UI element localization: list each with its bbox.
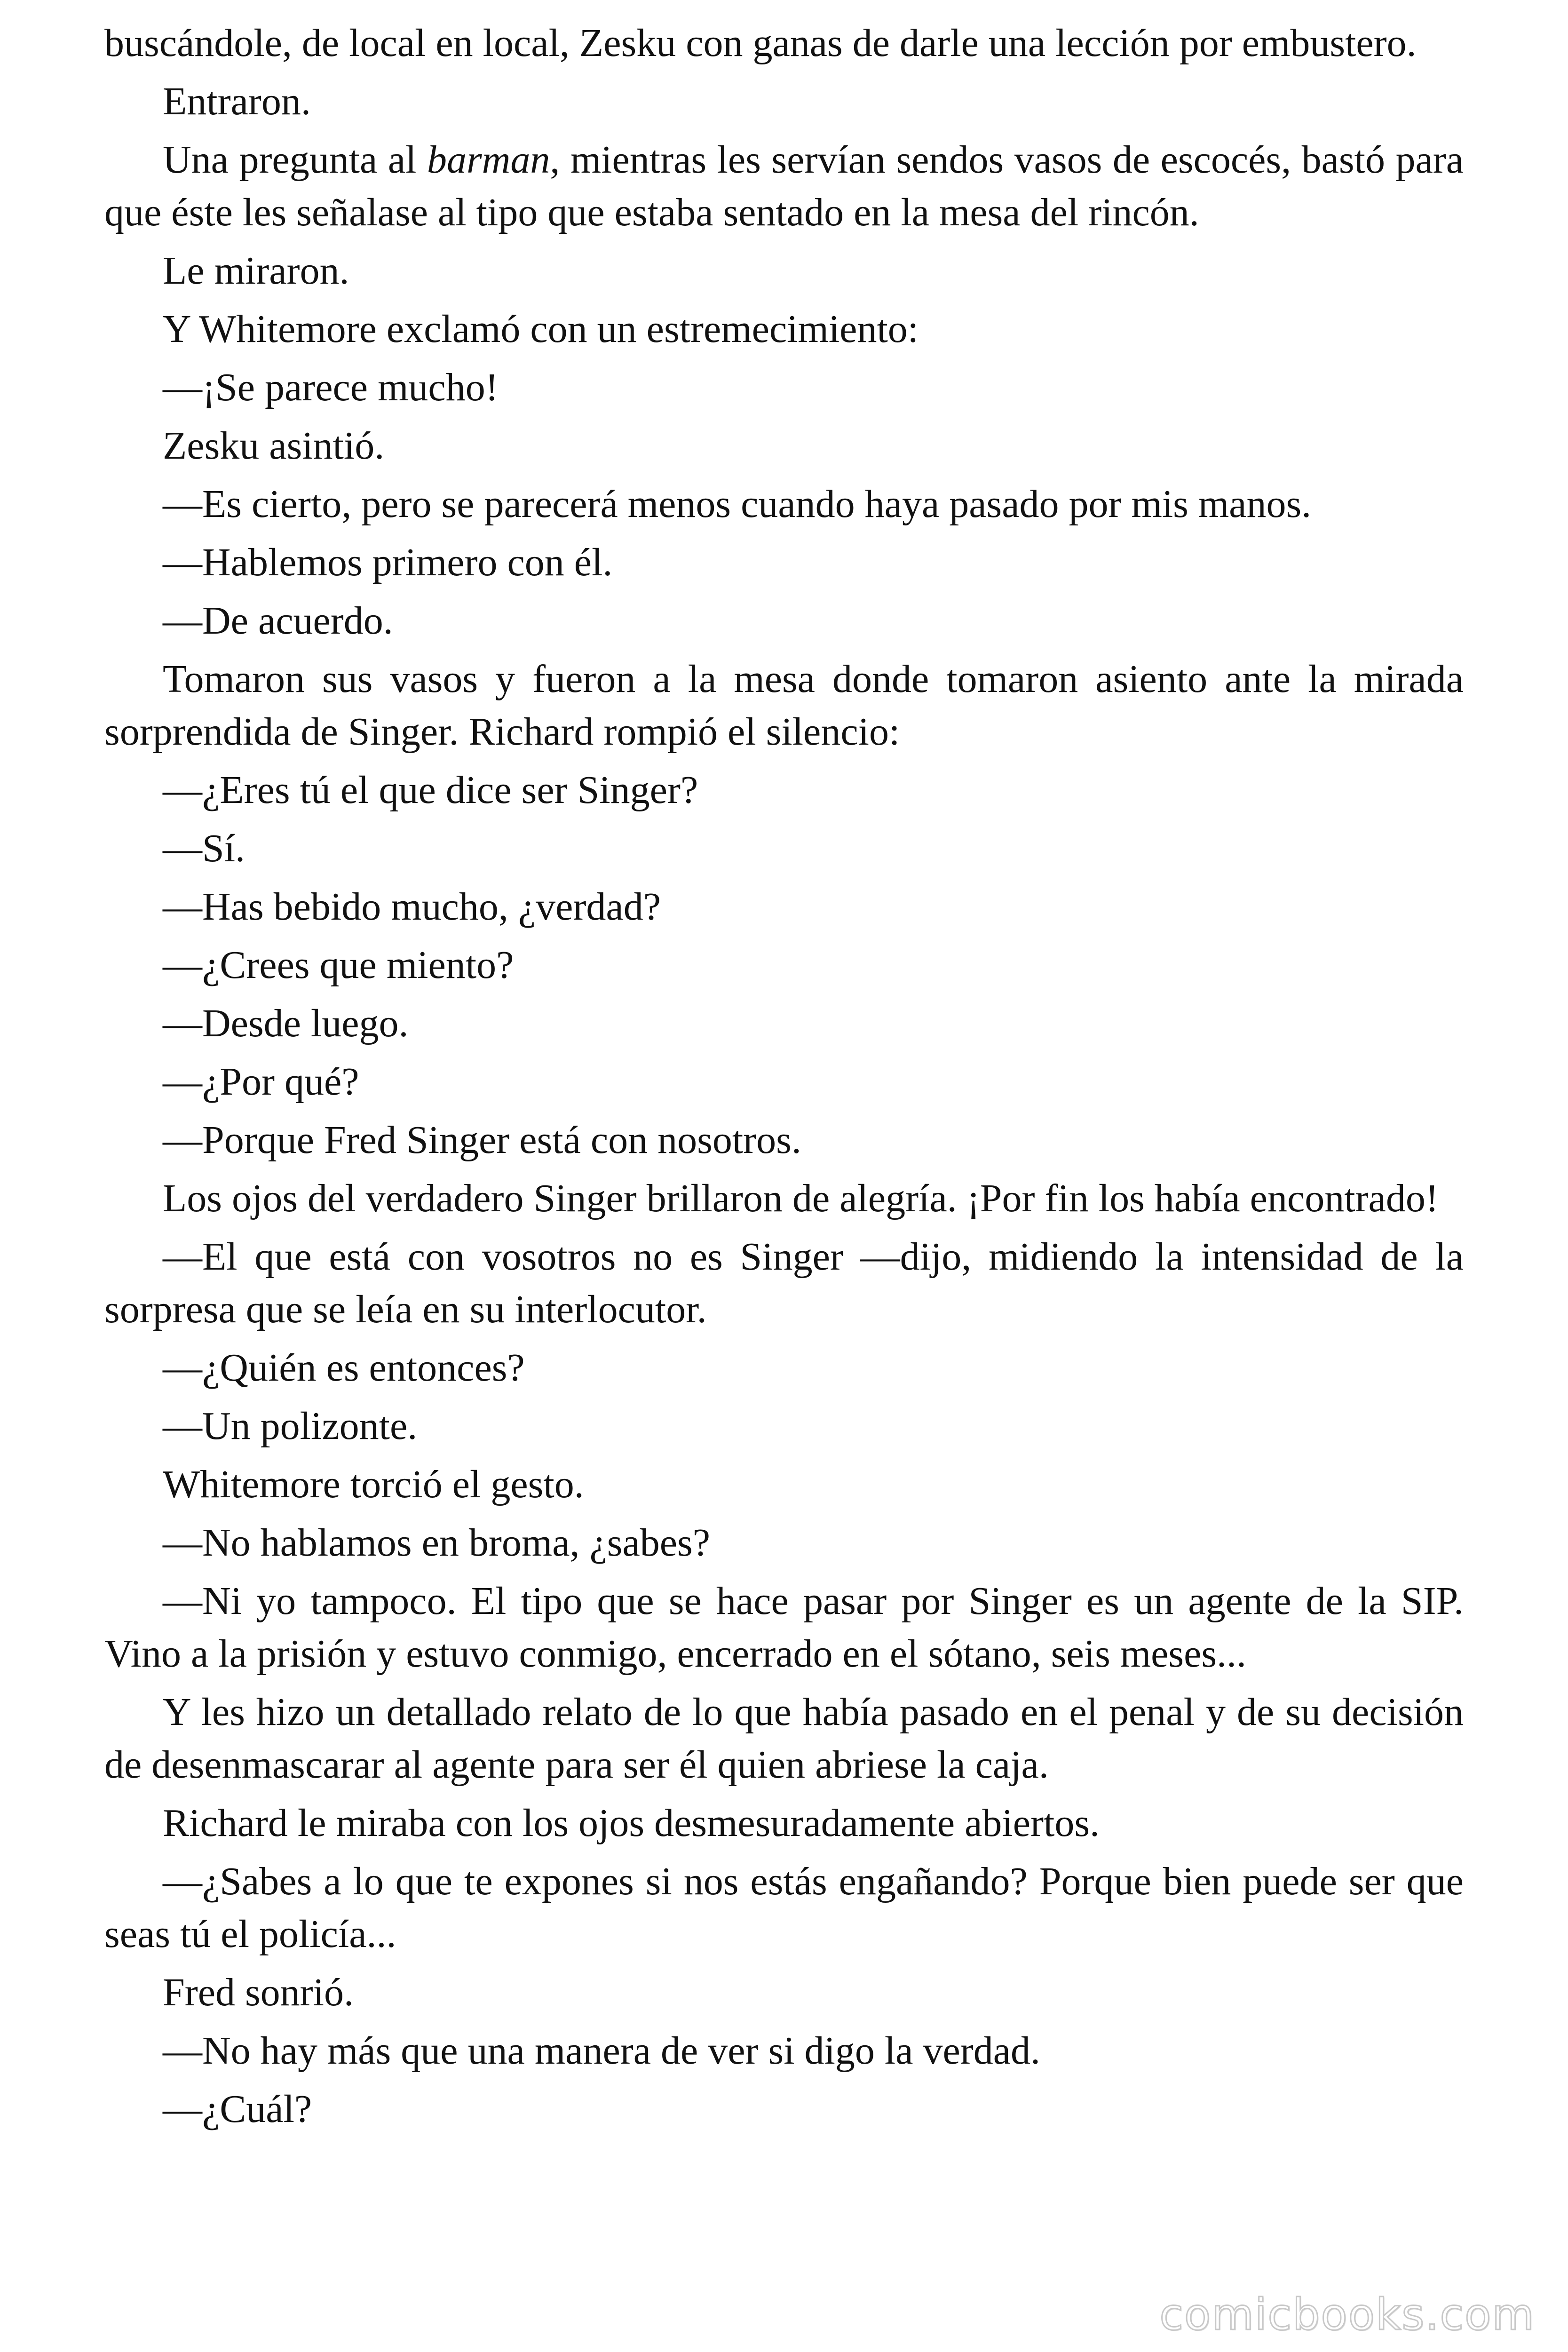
watermark: comicbooks.com bbox=[1159, 2289, 1535, 2340]
dialogue-line: —Sí. bbox=[163, 826, 245, 870]
paragraph: Tomaron sus vasos y fueron a la mesa donde tomaron asiento ante la mirada sorprendida de Singer. Richard rompió el silencio: bbox=[104, 657, 1464, 754]
dialogue-line: —¿Eres tú el que dice ser Singer? bbox=[163, 768, 698, 812]
dialogue-line: —De acuerdo. bbox=[163, 599, 393, 643]
paragraph: buscándole, de local en local, Zesku con ganas de darle una lección por embustero. bbox=[104, 21, 1417, 65]
dialogue-line: —¿Cuál? bbox=[163, 2087, 312, 2131]
dialogue-line: —El que está con vosotros no es Singer —dijo, midiendo la intensidad de la sorpresa que se leía en su interlocutor. bbox=[104, 1235, 1464, 1331]
paragraph bbox=[104, 134, 1464, 239]
dialogue-line: —¿Sabes a lo que te expones si nos estás engañando? Porque bien puede ser que seas tú el policía... bbox=[104, 1859, 1464, 1956]
paragraph: Whitemore torció el gesto. bbox=[163, 1462, 584, 1506]
dialogue-line: —¡Se parece mucho! bbox=[163, 366, 499, 409]
paragraph-text: Una pregunta al bbox=[163, 138, 427, 182]
paragraph: Los ojos del verdadero Singer brillaron de alegría. ¡Por fin los había encontrado! bbox=[163, 1176, 1439, 1220]
dialogue-line: —No hay más que una manera de ver si digo la verdad. bbox=[163, 2029, 1041, 2073]
page-body bbox=[104, 17, 1464, 2141]
dialogue-line: —Desde luego. bbox=[163, 1001, 409, 1045]
dialogue-line: —¿Quién es entonces? bbox=[163, 1346, 525, 1390]
dialogue-line: —Un polizonte. bbox=[163, 1404, 418, 1448]
dialogue-line: —No hablamos en broma, ¿sabes? bbox=[163, 1521, 710, 1565]
dialogue-line: —¿Crees que miento? bbox=[163, 943, 514, 987]
paragraph: Richard le miraba con los ojos desmesuradamente abiertos. bbox=[163, 1801, 1100, 1845]
paragraph: Y Whitemore exclamó con un estremecimiento: bbox=[163, 307, 919, 351]
paragraph: Le miraron. bbox=[163, 249, 349, 293]
paragraph: Zesku asintió. bbox=[163, 424, 385, 468]
dialogue-line: —Porque Fred Singer está con nosotros. bbox=[163, 1118, 801, 1162]
paragraph: Fred sonrió. bbox=[163, 1971, 354, 2014]
paragraph: Entraron. bbox=[163, 79, 311, 123]
paragraph-text: , mientras les servían sendos vasos de escocés, bastó para que éste les señalase al tipo que estaba sentado en la mesa del rincón. bbox=[104, 138, 1464, 234]
dialogue-line: —¿Por qué? bbox=[163, 1060, 359, 1104]
dialogue-line: —Ni yo tampoco. El tipo que se hace pasar por Singer es un agente de la SIP. Vino a la prisión y estuvo conmigo, encerrado en el sótano, seis meses... bbox=[104, 1579, 1464, 1676]
dialogue-line: —Hablemos primero con él. bbox=[163, 540, 613, 584]
dialogue-line: —Es cierto, pero se parecerá menos cuando haya pasado por mis manos. bbox=[163, 482, 1312, 526]
paragraph: Y les hizo un detallado relato de lo que había pasado en el penal y de su decisión de desenmascarar al agente para ser él quien abriese la caja. bbox=[104, 1690, 1464, 1787]
italic-term: barman bbox=[427, 138, 550, 182]
dialogue-line: —Has bebido mucho, ¿verdad? bbox=[163, 885, 661, 929]
